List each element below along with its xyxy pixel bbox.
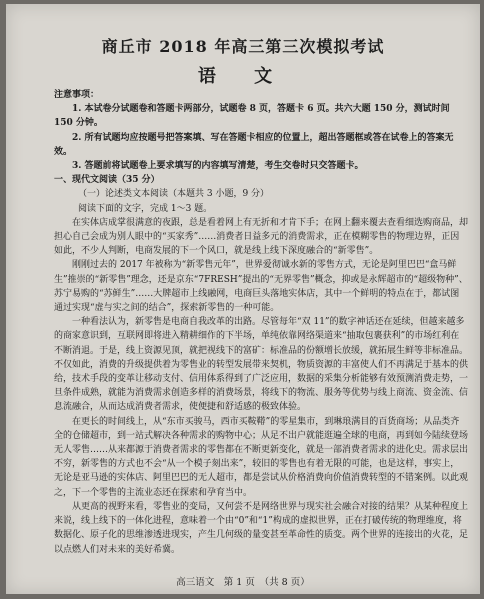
passage-paragraph-3: 一种看法认为，新零售是电商自我改革的出路。尽管每年“双 11”的数字神话还在延续，但越来越多的商家意识到，互联网即将进入精耕细作的下半场，单纯依靠网络渠道来“抽取包裹获利”的市场红利在不断消退。于是，线上资源见顶，就把视线下的富矿：标准品的份额增长放缓，就拓展生鲜等非标准品。不仅如此，消费的升级提供着为零售业的转型发展带来契机，物质资源的丰富使人们不再满足于基本的供给，技术手段的变革让移动支付、信用体系得到了广泛应用，数据的采集分析能够有效预测消费走势，一旦条件成熟，就能为消费需求创造多样的消费场景，将线下的物流、服务等优势与线上商流、资金流、信息流融合，从而达成消费者需求，使便捷和舒适感的极致体验。 (54, 317, 469, 413)
notice-heading: 注意事项： (54, 90, 100, 100)
notice-item: 1. 本试卷分试题卷和答题卡两部分，试题卷 8 页，答题卡 6 页。共六大题 150 分，测试时间 150 分钟。 (54, 104, 450, 129)
subject-title: 语 文 (197, 66, 289, 87)
passage-paragraph-2: 刚刚过去的 2017 年被称为“新零售元年”，世界爱彻诚水新的零售方式，无论是阿里巴巴“盒马鲜生”推崇的“新零售”理念，还是京东“7FRESH”提出的“无界零售”概念，抑或是永辉超市的“超级物种”、苏宁易购的“苏鲜生”……大牌超市上线融网，电商巨头落地实体店，其中一个鲜明的特点在于，都试图通过实现“虚与实之间的结合”，探索新零售的一种可能。 (54, 260, 468, 314)
section-heading: 一、现代文阅读（35 分） (54, 175, 160, 186)
sub-section-heading: （一）论述类文本阅读（本题共 3 小题，9 分） (78, 189, 270, 200)
passage-paragraph-5: 从更高的视野来看，零售业的变局，又何尝不是网络世界与现实社会融合对接的结果？从某种程度上来说，线上线下的一体化进程，意味着一个由“0”和“1”构成的虚拟世界，正在打破传统的物理维度，将数据化、原子化的思维渗透进现实，产生几何级的量变甚至革命性的质变。两个世界的连接出的火花，足以点燃人们对未来的美好希冀。 (54, 501, 469, 555)
passage-paragraph-1: 在实体店成掌很满意的夜跟，总是看着网上有无折和才肯下手；在网上翻来覆去查看细选购商品，却担心自己会成为别人眼中的“买家秀”……消费者日益多元的消费需求，正在模糊零售的物理边界，正因如此，不少人判断，电商发展的下一个风口，就是线上线下深度融合的“新零售”。 (54, 217, 469, 257)
passage-paragraph-4: 在更长的时间线上，从“东市买骏马，西市买鞍鞯”的零星集市，到琳琅满目的百货商场；从品类齐全的仓储超市，到一站式解决各种需求的购物中心；从足不出户就能逛遍全球的电商，再到如今陆续登场无人零售……从来都源于消费者需求的零售都在不断更新变化，就是一部消费者需求的进化史。需求层出不穷，新零售的方式也不会“从一个模子刻出来”，较旧的零售也有着无限的可能，也是这样，事实上，无论是亚马逊的实体店、阿里巴巴的无人超市，都是尝试从价格消费向价值消费转型的不错案例。以此观之，下一个零售的主流业态还在探索和孕育当中。 (54, 416, 469, 498)
exam-body (54, 88, 468, 557)
notice-item: 3. 答题前将试题卷上要求填写的内容填写清楚，考生交卷时只交答题卡。 (72, 161, 364, 172)
exam-title: 商丘市 2018 年高三第三次模拟考试 (101, 37, 385, 56)
exam-page (6, 4, 480, 594)
page-footer: 高三语文 第 1 页 （共 8 页） (176, 577, 310, 588)
reading-instruction: 阅读下面的文字，完成 1～3 题。 (78, 203, 213, 214)
notice-item: 2. 所有试题均应按题号把答案填、写在答题卡相应的位置上，超出答题框或答在试卷上的答案无效。 (54, 132, 454, 157)
